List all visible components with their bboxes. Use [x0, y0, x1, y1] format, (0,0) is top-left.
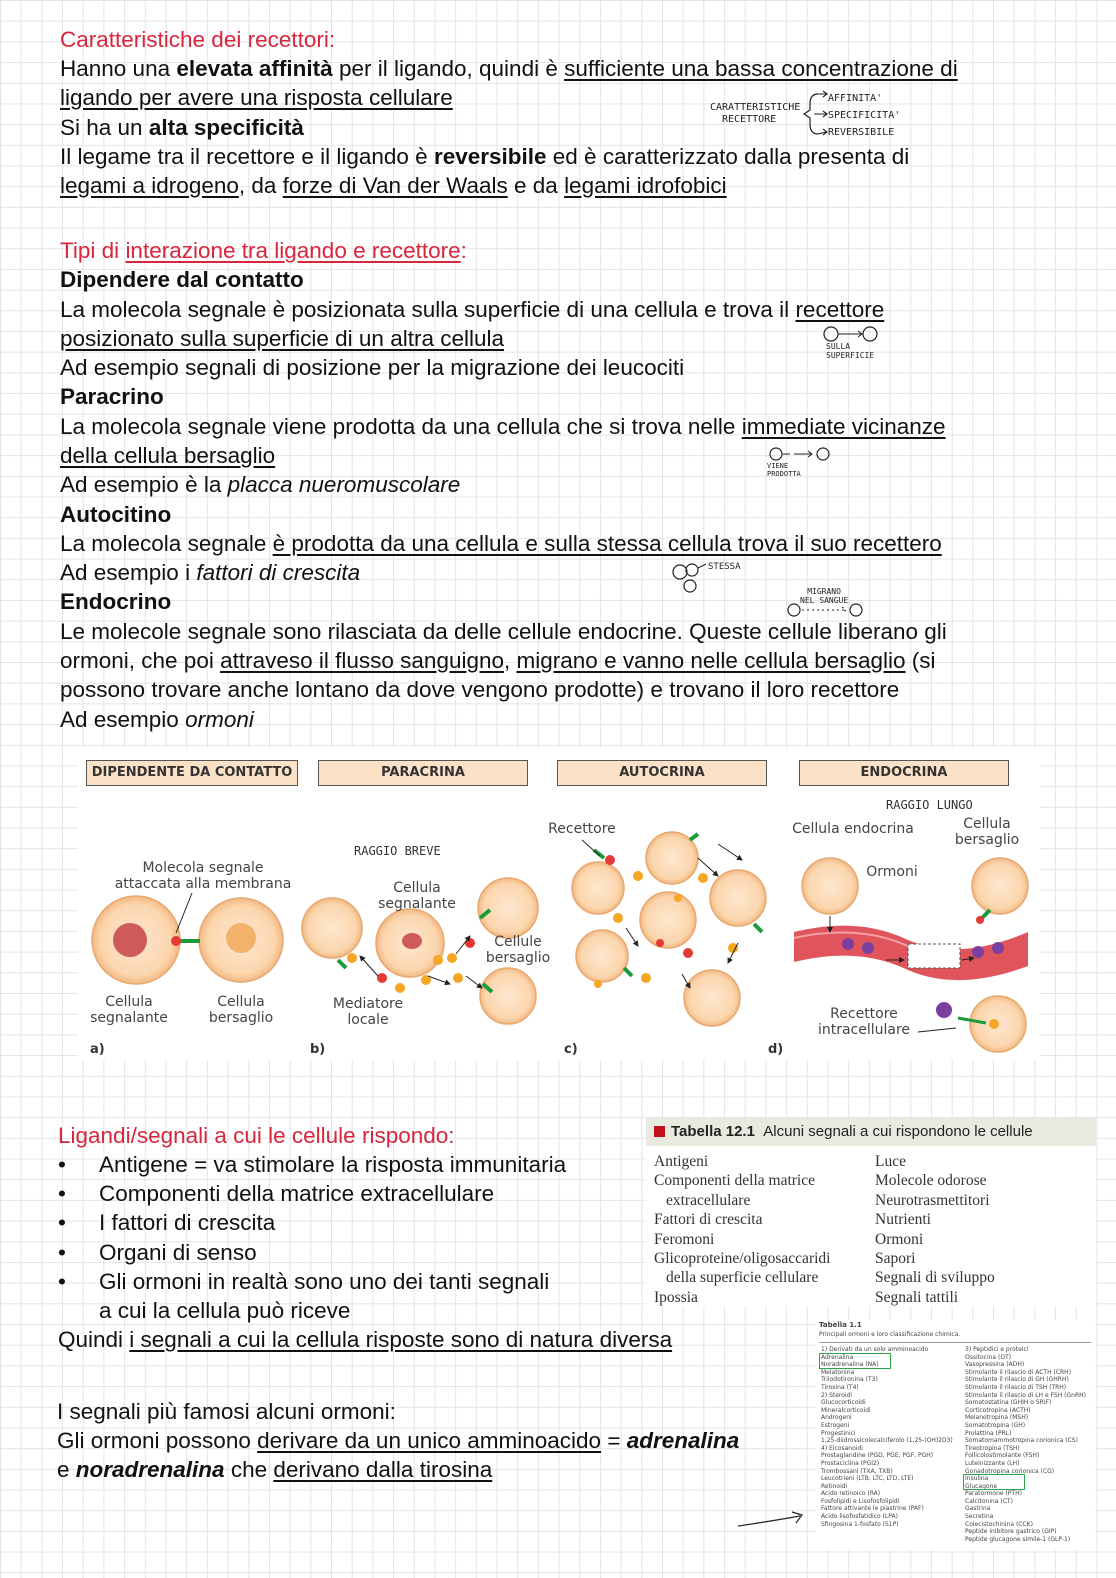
section-title-ligands: Ligandi/segnali a cui le cellule rispondo:	[58, 1123, 455, 1148]
label-recettore-c: Recettore	[548, 821, 616, 837]
hormones-table	[815, 1320, 1095, 1550]
text-line: Ad esempio segnali di posizione per la migrazione dei leucociti	[60, 355, 685, 380]
text-line: La molecola segnale viene prodotta da una cellula che si trova nelle immediate vicinanze	[60, 414, 946, 439]
paracrine-sketch	[768, 444, 834, 464]
hand-arrow-sketch	[736, 1508, 808, 1532]
text-line: ligando per avere una risposta cellulare	[60, 85, 453, 110]
label-molecola: Molecola segnale attaccata alla membrana	[114, 860, 292, 892]
text-line: Le molecole segnale sono rilasciata da delle cellule endocrine. Queste cellule liberano gli	[60, 619, 947, 644]
label-segnalante-a: Cellula segnalante	[90, 994, 168, 1026]
text-line: Ad esempio ormoni	[60, 707, 254, 732]
heading-autocrine: Autocitino	[60, 502, 172, 527]
section-title-interaction: Tipi di interazione tra ligando e recettore:	[60, 238, 467, 263]
highlight-box	[819, 1353, 891, 1369]
text-line: Ad esempio i fattori di crescita	[60, 560, 361, 585]
text-line: Quindi i segnali a cui la cellula risposte sono di natura diversa	[58, 1327, 673, 1352]
text-line: posizionato sulla superficie di un altra cellula	[60, 326, 505, 351]
paracrine-sketch-label: VIENE PRODOTTA	[767, 462, 801, 478]
table2-left-column: 1) Derivati da un solo amminoacido Adrenalina Noradrenalina (NA) Melatonina Triiodotironina (T3) Tiroxina (T4) 2) Steroidi Glucocorticoidi Mineralcorticoidi Androgeni Estrogeni Progestinici 1,25-diidrossicolecalciferolo (1,25-(OH)2D3) 4) Eicosanoidi Prostaglandine (PGD, PGE, PGF, PGH) Prostaciclina (PGI2) Trombossani (TXA, TXB) Leucotrieni (LTB, LTC, LTD, LTE) Retinoidi Acido retinoico (RA) Fosfolipidi e Lisofosfolipidi Fattore attivante le piastrine (PAF) Acido lisofosfatidico (LPA) Sfingosina 1-fosfato (S1P)	[821, 1346, 953, 1528]
brace-arrows-sketch	[800, 88, 830, 138]
text-line: legami a idrogeno, da forze di Van der Waals e da legami idrofobici	[60, 173, 727, 198]
label-recettore-intra: Recettore intracellulare	[817, 1006, 911, 1038]
label-bersaglio-a: Cellula bersaglio	[208, 994, 274, 1026]
label-bersaglio-d: Cellula bersaglio	[954, 816, 1020, 848]
signals-table	[646, 1118, 1096, 1306]
endocrine-sketch	[786, 598, 868, 620]
label-segnalante-b: Cellula segnalante	[378, 880, 456, 912]
panel-letter-c: c)	[564, 1042, 578, 1057]
bullet-continuation: a cui la cellula può riceve	[99, 1298, 351, 1323]
panel-letter-b: b)	[310, 1042, 326, 1057]
highlight-box	[963, 1474, 1025, 1490]
panel-c-drawing	[572, 832, 766, 1026]
text-line: Gli ormoni possono derivare da un unico amminoacido = adrenalina	[57, 1428, 740, 1453]
label-bersaglio-b: Cellule bersaglio	[485, 934, 551, 966]
label-cellula-endocrina: Cellula endocrina	[792, 821, 914, 837]
handwritten-note-left: CARATTERISTICHE RECETTORE	[710, 102, 801, 125]
heading-contact: Dipendere dal contatto	[60, 267, 304, 292]
text-line: Si ha un alta specificità	[60, 115, 304, 140]
table-left-column: Antigeni Componenti della matrice extracellulare Fattori di crescita Feromoni Glicoproteine/oligosaccaridi della superficie cellulare Ipossia	[654, 1153, 831, 1306]
heading-paracrine: Paracrino	[60, 384, 164, 409]
table-header: Tabella 12.1 Alcuni segnali a cui rispondono le cellule	[646, 1118, 1096, 1146]
panel-title-autocrine: AUTOCRINA	[557, 760, 767, 786]
autocrine-sketch	[670, 560, 710, 594]
text-line: Il legame tra il recettore e il ligando è reversibile ed è caratterizzato dalla presenta di	[60, 144, 910, 169]
endocrine-sketch-label: MIGRANO NEL SANGUE	[800, 587, 849, 605]
label-mediatore: Mediatore locale	[332, 996, 404, 1028]
text-line: La molecola segnale è prodotta da una cellula e sulla stessa cellula trova il suo recettero	[60, 531, 942, 556]
text-line: Ad esempio è la placca nueromuscolare	[60, 472, 461, 497]
text-line: e noradrenalina che derivano dalla tirosina	[57, 1457, 493, 1482]
text-line: ormoni, che poi attraveso il flusso sanguigno, migrano e vanno nelle cellula bersaglio (si	[60, 648, 936, 673]
section-title-characteristics: Caratteristiche dei recettori:	[60, 27, 336, 52]
label-ormoni: Ormoni	[866, 864, 918, 880]
contact-sketch-label: SULLA SUPERFICIE	[826, 342, 875, 360]
panel-letter-a: a)	[90, 1042, 105, 1057]
bullet-item: • Organi di senso	[58, 1240, 257, 1265]
text-line: I segnali più famosi alcuni ormoni:	[57, 1399, 396, 1424]
text-line: possono trovare anche lontano da dove vengono prodotte) e trovano il loro recettore	[60, 677, 900, 702]
autocrine-sketch-label: STESSA	[708, 562, 741, 572]
hand-raggio-lungo: RAGGIO LUNGO	[886, 798, 973, 812]
signaling-types-figure	[78, 748, 1040, 1060]
bullet-item: • I fattori di crescita	[58, 1210, 276, 1235]
bullet-item: • Antigene = va stimolare la risposta immunitaria	[58, 1152, 567, 1177]
heading-endocrine: Endocrino	[60, 589, 172, 614]
table2-subtitle: Principali ormoni e loro classificazione chimica.	[819, 1331, 961, 1338]
text-line: Hanno una elevata affinità per il ligando, quindi è sufficiente una bassa concentrazione di	[60, 56, 958, 81]
text-line: La molecola segnale è posizionata sulla superficie di una cellula e trova il recettore	[60, 297, 885, 322]
panel-title-contact: DIPENDENTE DA CONTATTO	[86, 760, 298, 786]
table2-title: Tabella 1.1	[819, 1321, 862, 1329]
table-right-column: Luce Molecole odorose Neurotrasmettitori Nutrienti Ormoni Sapori Segnali di sviluppo Segnali tattili	[875, 1153, 995, 1306]
panel-letter-d: d)	[768, 1042, 784, 1057]
bullet-item: • Gli ormoni in realtà sono uno dei tanti segnali	[58, 1269, 550, 1294]
text-line: della cellula bersaglio	[60, 443, 276, 468]
panel-a-drawing	[92, 893, 283, 984]
handwritten-note-right: AFFINITA' SPECIFICITA' REVERSIBILE	[828, 93, 901, 138]
panel-title-paracrine: PARACRINA	[318, 760, 528, 786]
panel-title-endocrine: ENDOCRINA	[799, 760, 1009, 786]
table2-right-column: 3) Peptidici e proteici Ossitocina (OT) Vasopressina (ADH) Stimolante il rilascio di ACTH (CRH) Stimolante il rilascio di GH (GHRH) Stimolante il rilascio di TSH (TRH) Stimolante il rilascio di LH e FSH (GnRH) Somatostatina (GHIH o SRIF) Corticotropina (ACTH) Melanotropina (MSH) Somatotropina (GH) Prolattina (PRL) Somatomammotropina corionica (CS) Tireotropina (TSH) Follicolostimolante (FSH) Luteinizzante (LH) Gonadotropina corionica (CG) Insulina Glucagone Paratormone (PTH) Calcitonina (CT) Gastrina Secretina Colecistochinina (CCK) Peptide inibitore gastrico (GIP) Peptide glucagone simile-1 (GLP-1)	[965, 1346, 1086, 1543]
hand-raggio-breve: RAGGIO BREVE	[354, 844, 441, 858]
bullet-item: • Componenti della matrice extracellulare	[58, 1181, 495, 1206]
